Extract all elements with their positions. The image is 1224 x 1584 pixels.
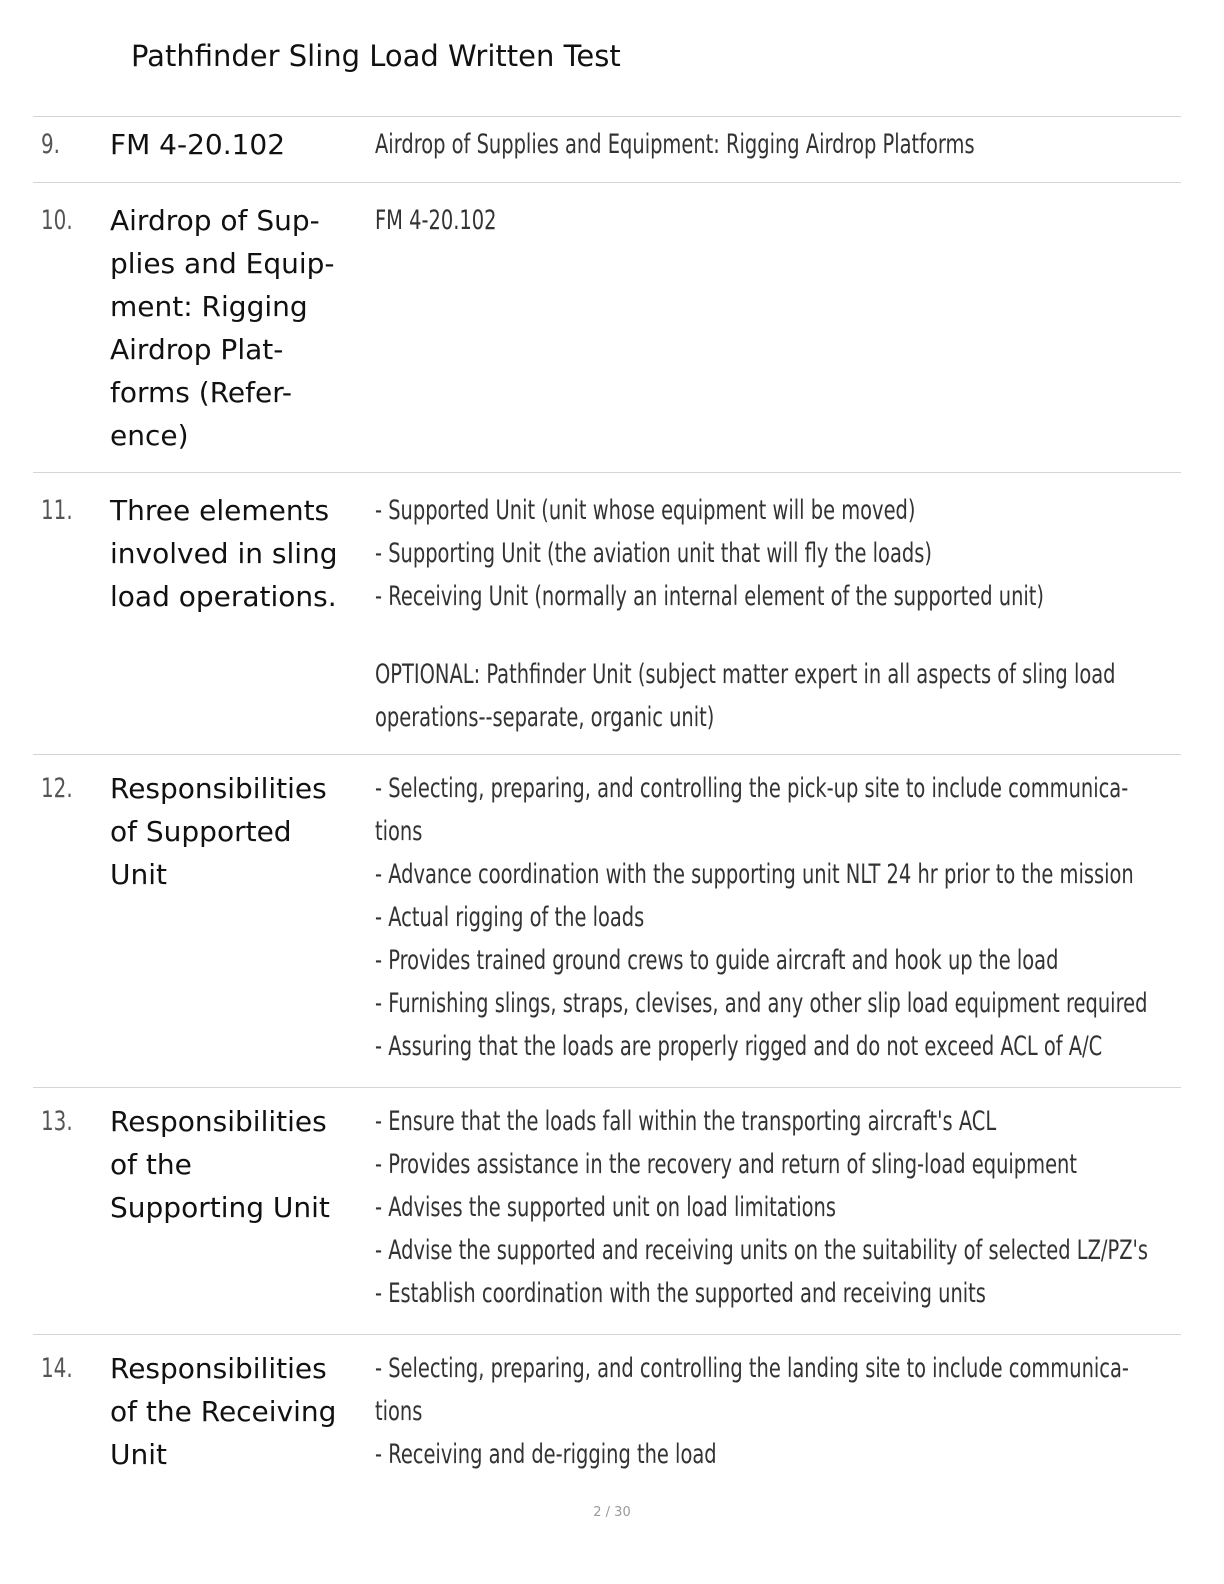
definition-line: - Selecting, preparing, and controlling the pick-up site to include communica- — [375, 773, 1129, 804]
definition-line: - Selecting, preparing, and controlling the landing site to include communica- — [375, 1353, 1129, 1384]
definition-line: operations--separate, organic unit) — [375, 702, 715, 733]
definition-line: - Receiving and de-rigging the load — [375, 1439, 717, 1470]
definition-line: - Advise the supported and receiving units on the suitability of selected LZ/PZ's — [375, 1235, 1148, 1266]
card-number: 12. — [41, 773, 73, 804]
definition-line: Airdrop of Supplies and Equipment: Rigging Airdrop Platforms — [375, 129, 975, 160]
card-row — [33, 182, 1181, 472]
definition-line: OPTIONAL: Pathfinder Unit (subject matter expert in all aspects of sling load — [375, 659, 1116, 690]
card-definition — [375, 199, 1175, 242]
card-definition — [375, 767, 1175, 1068]
definition-line: - Supporting Unit (the aviation unit that will fly the loads) — [375, 538, 932, 569]
definition-line: tions — [375, 816, 423, 847]
definition-line: - Supported Unit (unit whose equipment will be moved) — [375, 495, 916, 526]
card-definition — [375, 1100, 1175, 1315]
definition-line: - Provides assistance in the recovery and return of sling-load equipment — [375, 1149, 1077, 1180]
document-title: Pathfinder Sling Load Written Test — [131, 39, 621, 73]
flashcard-list — [33, 116, 1181, 1485]
card-definition — [375, 123, 1175, 166]
card-number: 9. — [41, 129, 61, 160]
definition-line: - Provides trained ground crews to guide aircraft and hook up the load — [375, 945, 1059, 976]
card-row — [33, 754, 1181, 1087]
card-term: Three elements involved in sling load operations. — [110, 494, 338, 613]
card-term: Airdrop of Sup- plies and Equip- ment: Rigging Airdrop Plat- forms (Refer- ence) — [110, 204, 335, 452]
card-term: FM 4-20.102 — [110, 128, 286, 161]
page-number: 2 / 30 — [593, 1505, 631, 1520]
card-definition — [375, 489, 1175, 739]
card-term: Responsibilities of the Receiving Unit — [110, 1352, 337, 1471]
card-definition — [375, 1347, 1175, 1476]
card-row — [33, 1087, 1181, 1334]
card-number: 13. — [41, 1106, 73, 1137]
definition-line: tions — [375, 1396, 423, 1427]
definition-line: - Establish coordination with the supported and receiving units — [375, 1278, 986, 1309]
definition-line: FM 4-20.102 — [375, 205, 497, 236]
card-term: Responsibilities of Supported Unit — [110, 772, 327, 891]
card-number: 14. — [41, 1353, 73, 1384]
card-number: 10. — [41, 205, 73, 236]
definition-line: - Actual rigging of the loads — [375, 902, 645, 933]
definition-spacer — [375, 618, 1175, 653]
card-row — [33, 116, 1181, 182]
definition-line: - Ensure that the loads fall within the transporting aircraft's ACL — [375, 1106, 997, 1137]
card-row — [33, 472, 1181, 754]
definition-line: - Receiving Unit (normally an internal element of the supported unit) — [375, 581, 1045, 612]
definition-line: - Furnishing slings, straps, clevises, and any other slip load equipment required — [375, 988, 1148, 1019]
definition-line: - Advance coordination with the supporting unit NLT 24 hr prior to the mission — [375, 859, 1134, 890]
card-number: 11. — [41, 495, 73, 526]
card-term: Responsibilities of the Supporting Unit — [110, 1105, 330, 1224]
definition-line: - Assuring that the loads are properly rigged and do not exceed ACL of A/C — [375, 1031, 1103, 1062]
card-row — [33, 1334, 1181, 1485]
definition-line: - Advises the supported unit on load limitations — [375, 1192, 837, 1223]
